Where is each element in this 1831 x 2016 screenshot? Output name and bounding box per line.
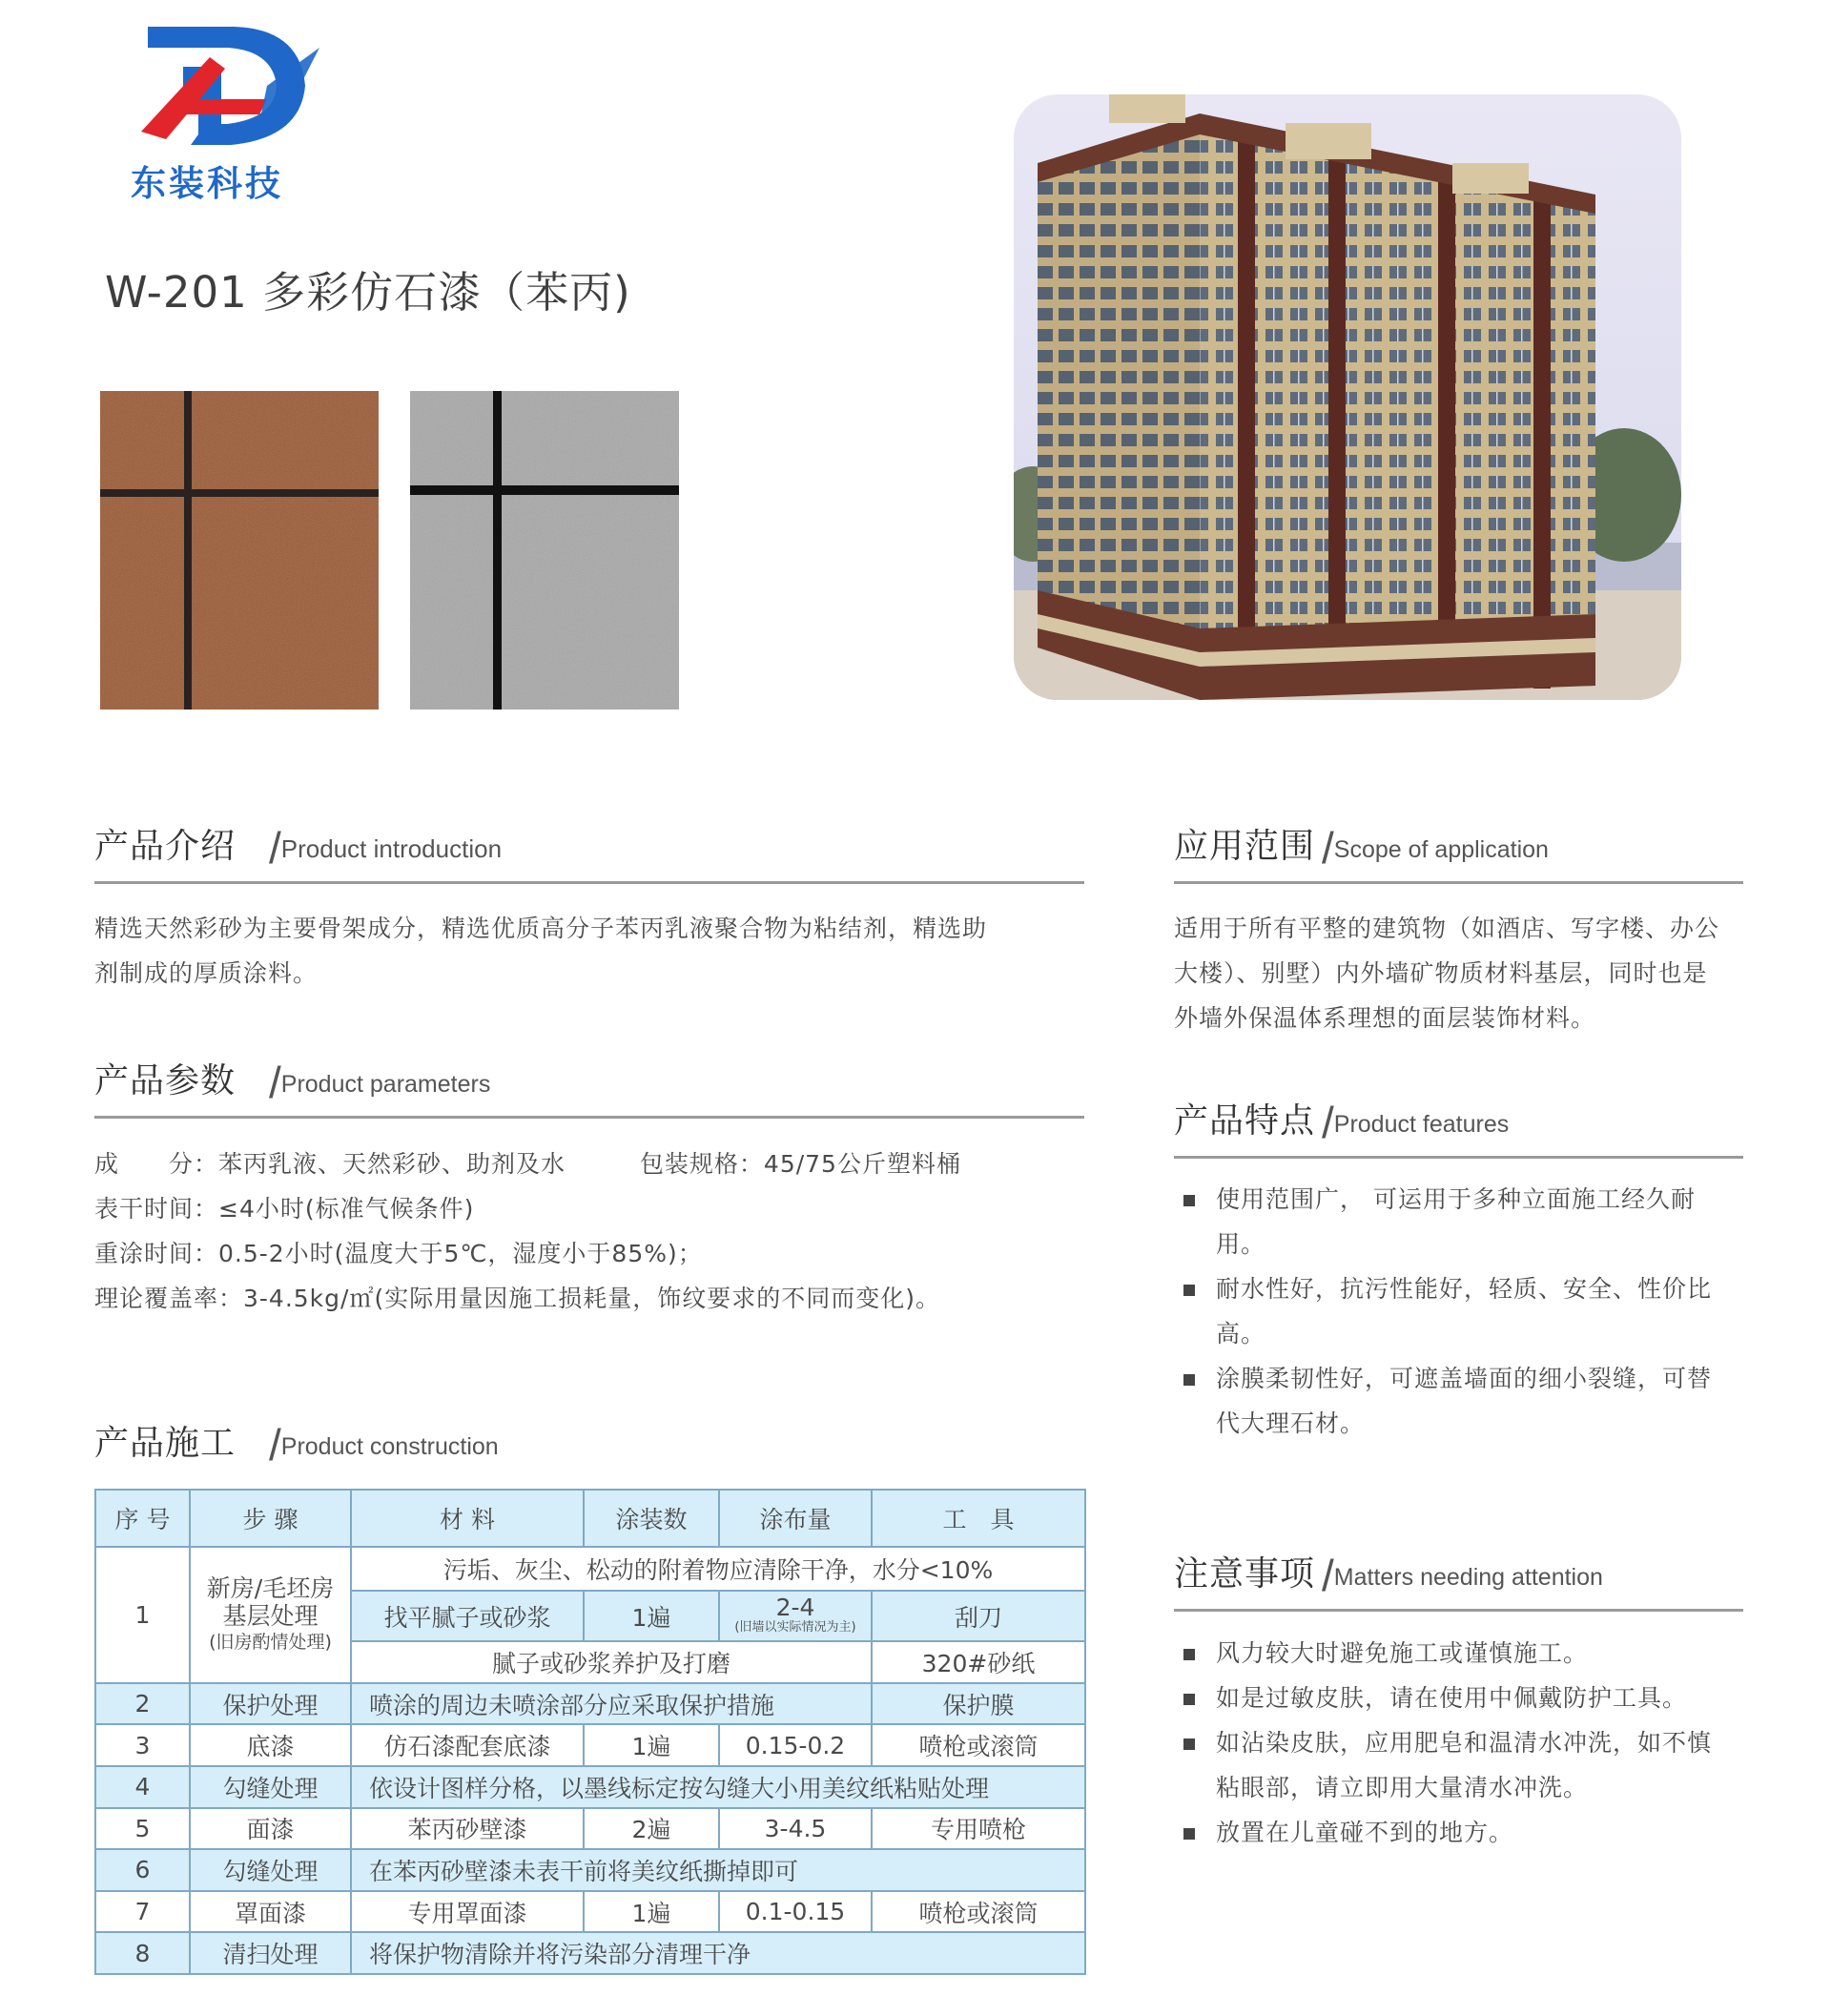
brown-texture-swatch	[100, 391, 379, 710]
table-cell-no: 7	[95, 1891, 190, 1933]
list-item-line: 如沾染皮肤，应用肥皂和温清水冲洗，如不慎	[1216, 1729, 1713, 1757]
grey-swatch-image	[410, 391, 679, 710]
introduction-heading-cn: 产品介绍	[94, 827, 237, 866]
table-cell-step: 勾缝处理	[190, 1766, 351, 1808]
construction-heading-en-text: Product construction	[280, 1433, 499, 1460]
bullet-square-icon	[1183, 1694, 1195, 1705]
parameter-recoat-time: 重涂时间：0.5-2小时(温度大于5℃，湿度小于85%)；	[94, 1240, 703, 1267]
bullet-square-icon	[1183, 1828, 1195, 1840]
table-cell-material: 专用罩面漆	[351, 1891, 584, 1933]
scope-line: 适用于所有平整的建筑物（如酒店、写字楼、办公	[1174, 915, 1720, 942]
grey-texture-swatch	[410, 391, 679, 710]
building-photo	[1014, 94, 1681, 700]
table-cell-step: 保护处理	[190, 1683, 351, 1725]
list-item-line: 代大理石材。	[1216, 1409, 1366, 1437]
step-name-2: 基层处理	[222, 1602, 319, 1631]
bullet-square-icon	[1183, 1285, 1195, 1296]
table-cell-coats: 1遍	[584, 1591, 719, 1641]
list-item	[1178, 1266, 1750, 1356]
amount-value: 2-4	[775, 1593, 815, 1621]
list-item	[1178, 1356, 1750, 1446]
list-item	[1178, 1177, 1750, 1266]
bullet-square-icon	[1183, 1738, 1195, 1750]
table-row	[95, 1891, 1085, 1933]
list-item	[1178, 1676, 1750, 1720]
introduction-line: 剂制成的厚质涂料。	[94, 959, 319, 987]
table-cell-note: 污垢、灰尘、松动的附着物应清除干净，水分<10%	[351, 1547, 1085, 1592]
building-image	[1014, 94, 1681, 700]
construction-heading-cn: 产品施工	[94, 1424, 237, 1463]
step-name: 新房/毛坯房	[206, 1574, 335, 1603]
section-heading-introduction	[94, 822, 1084, 884]
brand-name: 东装科技	[131, 163, 283, 204]
table-cell-no: 1	[95, 1547, 190, 1683]
list-item	[1178, 1810, 1750, 1855]
parameters-heading-cn: 产品参数	[94, 1061, 237, 1101]
table-cell-no: 4	[95, 1766, 190, 1808]
step-note: (旧房酌情处理)	[209, 1632, 332, 1654]
table-cell-material: 喷涂的周边未喷涂部分应采取保护措施	[351, 1683, 872, 1725]
features-heading-cn: 产品特点	[1174, 1101, 1316, 1141]
table-cell-coats: 1遍	[584, 1891, 719, 1933]
list-item-line: 如是过敏皮肤，请在使用中佩戴防护工具。	[1216, 1684, 1688, 1712]
table-row	[95, 1547, 1085, 1592]
table-cell-material: 在苯丙砂壁漆未表干前将美纹纸撕掉即可	[351, 1849, 1085, 1891]
section-heading-notes	[1174, 1550, 1743, 1612]
table-row	[95, 1766, 1085, 1808]
features-heading-en: /Product features	[1322, 1098, 1510, 1147]
scope-heading-en: /Scope of application	[1322, 823, 1549, 873]
table-cell-note: 腻子或砂浆养护及打磨	[351, 1641, 872, 1683]
parameters-heading-en-text: Product parameters	[280, 1071, 491, 1098]
bullet-square-icon	[1183, 1195, 1195, 1206]
scope-heading-cn: 应用范围	[1174, 827, 1316, 866]
table-cell-tool: 喷枪或滚筒	[872, 1891, 1085, 1933]
table-header-cell: 序 号	[95, 1490, 190, 1547]
scope-heading-en-text: Scope of application	[1333, 836, 1549, 863]
notes-heading-cn: 注意事项	[1174, 1554, 1316, 1594]
brand-logo	[124, 19, 324, 204]
notes-list	[1178, 1631, 1750, 1855]
table-header-cell: 涂布量	[719, 1490, 872, 1547]
list-item-line: 风力较大时避免施工或谨慎施工。	[1216, 1639, 1589, 1667]
list-item-line: 高。	[1216, 1320, 1266, 1347]
section-heading-features	[1174, 1097, 1743, 1159]
table-header-cell: 涂装数	[584, 1490, 719, 1547]
section-heading-parameters	[94, 1057, 1084, 1119]
amount-note: (旧墙以实际情况为主)	[734, 1619, 856, 1635]
table-header-cell: 步 骤	[190, 1490, 351, 1547]
list-item-line: 耐水性好，抗污性能好，轻质、安全、性价比	[1216, 1275, 1713, 1303]
notes-heading-en: /Matters needing attention	[1322, 1551, 1603, 1600]
list-item-line: 用。	[1216, 1230, 1266, 1258]
features-heading-en-text: Product features	[1333, 1111, 1510, 1138]
product-title: W-201 多彩仿石漆（苯丙)	[105, 267, 631, 318]
scope-line: 外墙外保温体系理想的面层装饰材料。	[1174, 1004, 1596, 1032]
table-cell-no: 3	[95, 1724, 190, 1766]
parameter-packaging: 包装规格：45/75公斤塑料桶	[639, 1150, 961, 1178]
table-cell-tool: 320#砂纸	[872, 1641, 1085, 1683]
table-cell-tool: 喷枪或滚筒	[872, 1724, 1085, 1766]
table-cell-amount: 3-4.5	[719, 1808, 872, 1850]
table-cell-material: 依设计图样分格，以墨线标定按勾缝大小用美纹纸粘贴处理	[351, 1766, 1085, 1808]
parameter-composition: 成 分：苯丙乳液、天然彩砂、助剂及水	[94, 1150, 566, 1178]
section-heading-construction	[94, 1419, 1084, 1478]
table-cell-step: 面漆	[190, 1808, 351, 1850]
scope-text	[1174, 906, 1743, 1040]
table-cell-step: 底漆	[190, 1724, 351, 1766]
table-row	[95, 1808, 1085, 1850]
introduction-heading-en-text: Product introduction	[280, 834, 503, 863]
table-row	[95, 1683, 1085, 1725]
list-item-line: 使用范围广， 可运用于多种立面施工经久耐	[1216, 1185, 1696, 1213]
list-item	[1178, 1720, 1750, 1810]
table-header-row	[95, 1490, 1085, 1547]
notes-heading-en-text: Matters needing attention	[1333, 1564, 1603, 1591]
table-cell-no: 8	[95, 1932, 190, 1974]
table-row	[95, 1849, 1085, 1891]
table-row	[95, 1932, 1085, 1974]
parameter-dry-time: 表干时间：≤4小时(标准气候条件)	[94, 1195, 475, 1223]
features-list	[1178, 1177, 1750, 1446]
table-row	[95, 1724, 1085, 1766]
bullet-square-icon	[1183, 1649, 1195, 1660]
table-cell-material: 仿石漆配套底漆	[351, 1724, 584, 1766]
table-cell-material: 找平腻子或砂浆	[351, 1591, 584, 1641]
table-cell-tool: 专用喷枪	[872, 1808, 1085, 1850]
table-cell-step: 勾缝处理	[190, 1849, 351, 1891]
table-cell-step	[190, 1547, 351, 1683]
table-header-cell: 材 料	[351, 1490, 584, 1547]
logo-mark-icon	[124, 19, 324, 153]
table-header-cell: 工 具	[872, 1490, 1085, 1547]
introduction-heading-en: /Product introduction	[269, 823, 503, 873]
parameter-coverage: 理论覆盖率：3-4.5kg/㎡(实际用量因施工损耗量，饰纹要求的不同而变化)。	[94, 1285, 940, 1312]
list-item-line: 涂膜柔韧性好，可遮盖墙面的细小裂缝，可替	[1216, 1365, 1713, 1392]
table-cell-step: 罩面漆	[190, 1891, 351, 1933]
table-cell-amount: 0.1-0.15	[719, 1891, 872, 1933]
bullet-square-icon	[1183, 1374, 1195, 1386]
brown-swatch-image	[100, 391, 379, 710]
table-cell-step: 清扫处理	[190, 1932, 351, 1974]
parameters-text	[94, 1142, 1084, 1321]
scope-line: 大楼）、别墅）内外墙矿物质材料基层，同时也是	[1174, 959, 1708, 987]
table-cell-material: 苯丙砂壁漆	[351, 1808, 584, 1850]
parameter-row-composition	[94, 1142, 1084, 1186]
introduction-text	[94, 906, 1084, 996]
table-cell-material: 将保护物清除并将污染部分清理干净	[351, 1932, 1085, 1974]
list-item	[1178, 1631, 1750, 1676]
construction-table	[94, 1489, 1086, 1975]
table-cell-tool: 刮刀	[872, 1591, 1085, 1641]
table-cell-no: 2	[95, 1683, 190, 1725]
section-heading-scope	[1174, 822, 1743, 884]
parameters-heading-en: /Product parameters	[269, 1058, 491, 1107]
list-item-line: 放置在儿童碰不到的地方。	[1216, 1819, 1514, 1846]
table-cell-amount: 0.15-0.2	[719, 1724, 872, 1766]
table-cell-coats: 1遍	[584, 1724, 719, 1766]
table-cell-amount	[719, 1591, 872, 1641]
table-cell-no: 6	[95, 1849, 190, 1891]
table-cell-no: 5	[95, 1808, 190, 1850]
construction-heading-en: /Product construction	[269, 1420, 499, 1470]
introduction-line: 精选天然彩砂为主要骨架成分，精选优质高分子苯丙乳液聚合物为粘结剂，精选助	[94, 915, 988, 942]
list-item-line: 粘眼部，请立即用大量清水冲洗。	[1216, 1774, 1589, 1801]
table-cell-tool: 保护膜	[872, 1683, 1085, 1725]
table-cell-coats: 2遍	[584, 1808, 719, 1850]
